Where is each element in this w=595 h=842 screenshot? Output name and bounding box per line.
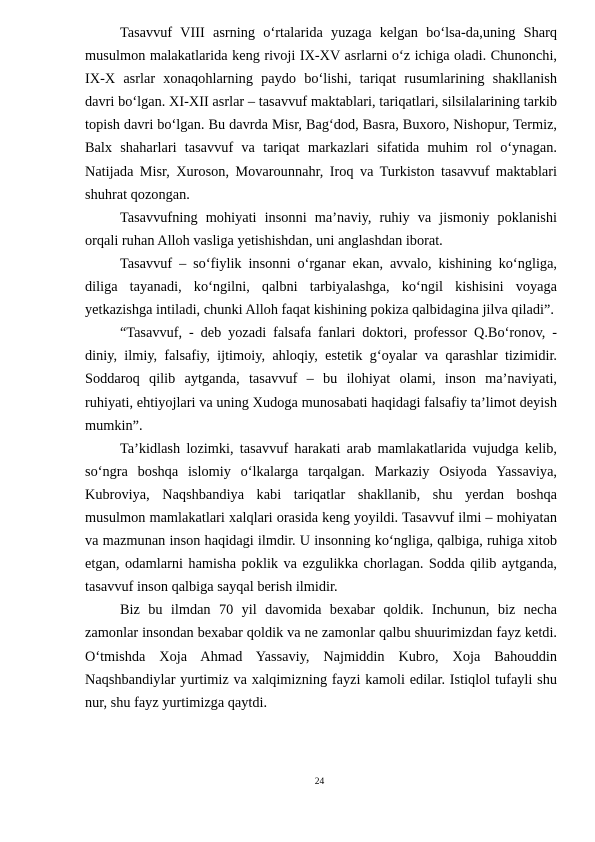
paragraph-1: Tasavvuf VIII asrning o‘rtalarida yuzaga kelgan bo‘lsa-da,uning Sharq musulmon malakatlarida keng rivoji IX-XV asrlarni o‘z ichiga oladi. Chunonchi, IX-X asrlar xonaqohlarning paydo bo‘lishi, tariqat rusumlarining shakllanish davri bo‘lgan. XI-XII asrlar – tasavvuf maktablari, tariqatlari, silsilalarining tarkib topish davri bo‘lgan. Bu davrda Misr, Bag‘dod, Basra, Buxoro, Nishopur, Termiz, Balx shaharlari tasavvuf va tariqat markazlari sifatida muhim rol o‘ynagan. Natijada Misr, Xuroson, Movarounnahr, Iroq va Turkiston tasavvuf maktablari shuhrat qozongan. <box>85 25 557 203</box>
paragraph-5: Ta’kidlash lozimki, tasavvuf harakati arab mamlakatlarida vujudga kelib, so‘ngra boshqa islomiy o‘lkalarga tarqalgan. Markaziy Osiyoda Yassaviya, Kubroviya, Naqshbandiya kabi tariqatlar shakllanib, shu yerdan boshqa musulmon mamlakatlari xalqlari orasida keng yoyildi. Tasavvuf ilmi – mohiyatan va mazmunan inson haqidagi ilmdir. U insonning ko‘ngliga, qalbiga, ruhiga xitob etgan, odamlarni hamisha poklik va ezgulikka chorlagan. Sodda qilib aytganda, tasavvuf inson qalbiga sayqal berish ilmidir. <box>85 440 557 596</box>
paragraph-6: Biz bu ilmdan 70 yil davomida bexabar qoldik. Inchunun, biz necha zamonlar insondan bexabar qoldik va ne zamonlar qalbu shuurimizdan fayz ketdi. O‘tmishda Xoja Ahmad Yassaviy, Najmiddin Kubro, Xoja Bahouddin Naqshbandiylar yurtimiz va xalqimizning fayzi kamoli edilar. Istiqlol tufayli shu nur, shu fayz yurtimizga qaytdi. <box>85 602 557 711</box>
paragraph-2: Tasavvufning mohiyati insonni ma’naviy, ruhiy va jismoniy poklanishi orqali ruhan Alloh vasliga yetishishdan, uni anglashdan iborat. <box>85 209 557 249</box>
document-body <box>85 22 557 715</box>
paragraph-4: “Tasavvuf, - deb yozadi falsafa fanlari doktori, professor Q.Bo‘ronov, - diniy, ilmiy, falsafiy, ijtimoiy, ahloqiy, estetik g‘oyalar va qarashlar tizimidir. Soddaroq qilib aytganda, tasavvuf – bu ilohiyat olami, inson ma’naviyati, ruhiyati, ehtiyojlari va uning Xudoga munosabati haqidagi falsafiy ta’limot deyish mumkin”. <box>85 325 557 434</box>
paragraph-3: Tasavvuf – so‘fiylik insonni o‘rganar ekan, avvalo, kishining ko‘ngliga, diliga tayanadi, ko‘ngilni, qalbni tarbiyalashga, ko‘ngil kishisini voyaga yetkazishga intiladi, chunki Alloh faqat kishining pokiza qalbidagina jilva qiladi”. <box>85 255 557 319</box>
page-number: 24 <box>314 777 325 787</box>
